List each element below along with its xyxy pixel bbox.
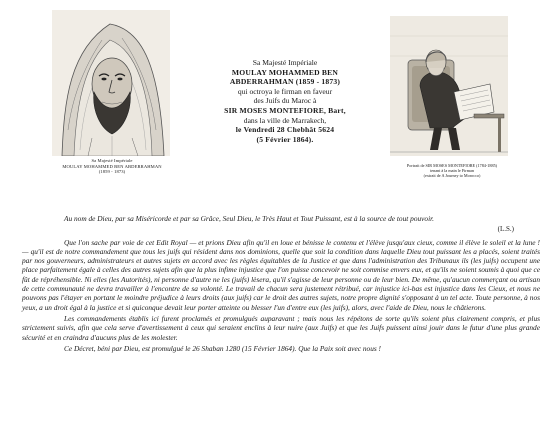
invocation-paragraph: Au nom de Dieu, par sa Miséricorde et par sa Grâce, Seul Dieu, le Très Haut et Tout Puissant, est à la source de tout pouvoir.	[64, 214, 435, 223]
caption-title: Sa Majesté Impériale	[91, 158, 133, 163]
seal-mark: (L.S.)	[497, 225, 514, 234]
montefiore-portrait-caption	[372, 163, 532, 179]
sultan-portrait-caption	[28, 158, 196, 175]
header-section	[0, 0, 560, 200]
commandments-paragraph: Les commandements établis ici furent proclamés et promulgués auparavant ; mais nous les répétons de sorte qu'ils soient plus clairement compris, et plus strictement suivis, afin que cela serve d'avertissement à ceux qui seraient enclins à leur nuire (aux Juifs) et que les Juifs puissent ainsi jouir dans le futur d'une plus grande sécurité et en craindra d'aucuns plus de les molester.	[22, 313, 540, 342]
sultan-portrait-image	[52, 10, 170, 156]
montefiore-portrait-image	[390, 16, 508, 156]
decree-paragraph: Que l'on sache par voie de cet Edit Royal — et prions Dieu afin qu'il en loue et bénisse le contenu et l'élève jusqu'aux cieux, comme il élève le soleil et la lune ! — qu'il est de notre commandement que tous les juifs qui résident dans nos dominions, quelle que soit la condition dans laquelle Dieu tout puissant les a placés, soient traités par nos gouverneurs, administrateurs et autres sujets en accord avec les règles équitables de la Justice et que dans l'administration des Tribunaux ils (les juifs) occupent une place parfaitement égale à celles des autres sujets afin que la plus infime injustice que l'on puisse concevoir ne soit commise envers eux, et qu'ils ne soient soumis à quoi que ce fût de répréhensible. Ni elles (les Autorités), ni personne d'autre ne les (juifs) lèsera, qu'il s'agisse de leur personne ou de leur bien. De même, qu'aucun commerçant ou artisan de cette communauté ne devra travailler à l'encontre de sa volonté. Le travail de chacun sera justement rétribué, car injustice ici-bas est injustice dans les Cieux, et nous ne pouvons pas l'étayer en portant le moindre préjudice à leurs droits (aux juifs) car le droit des autres sujets, notre propre dignité s'opposant à un tel acte. Toute personne, à nos yeux, a un droit égal à la justice et si quiconque devait leur porter atteinte ou blesser l'un d'entre eux (les juifs), alors, avec l'aide de Dieu, nous le châtierons.	[22, 237, 540, 312]
center-dedication	[210, 58, 360, 144]
caption-name: MOULAY MOHAMMED BEN ABDERRAHMAN	[62, 163, 162, 169]
caption-dates: (1859 - 1873)	[98, 169, 126, 175]
center-line: SIR MOSES MONTEFIORE, Bart,	[224, 105, 346, 115]
closing-paragraph: Ce Décret, béni par Dieu, est promulgué le 26 Shaban 1280 (15 Février 1864). Que la Paix soit avec nous !	[64, 343, 382, 353]
center-line: des Juifs du Maroc à	[253, 96, 317, 106]
center-line: MOULAY MOHAMMED BEN	[231, 67, 339, 77]
center-line: dans la ville de Marrakech,	[243, 115, 327, 125]
center-line: le Vendredi 28 Chebhât 5624	[235, 125, 335, 135]
caption-source: (extrait de A Journey to Morocco)	[423, 173, 481, 179]
firman-text	[22, 214, 540, 355]
caption-title: Portrait de SIR MOSES MONTEFIORE (1784-1885)	[406, 163, 498, 168]
center-line: ABDERRAHMAN (1859 - 1873)	[229, 77, 341, 87]
center-line: qui octroya le firman en faveur	[237, 86, 333, 96]
center-line: (5 Février 1864).	[256, 134, 314, 144]
center-line: Sa Majesté Impériale	[252, 58, 318, 67]
caption-detail: tenant à la main le Firman	[430, 168, 474, 174]
